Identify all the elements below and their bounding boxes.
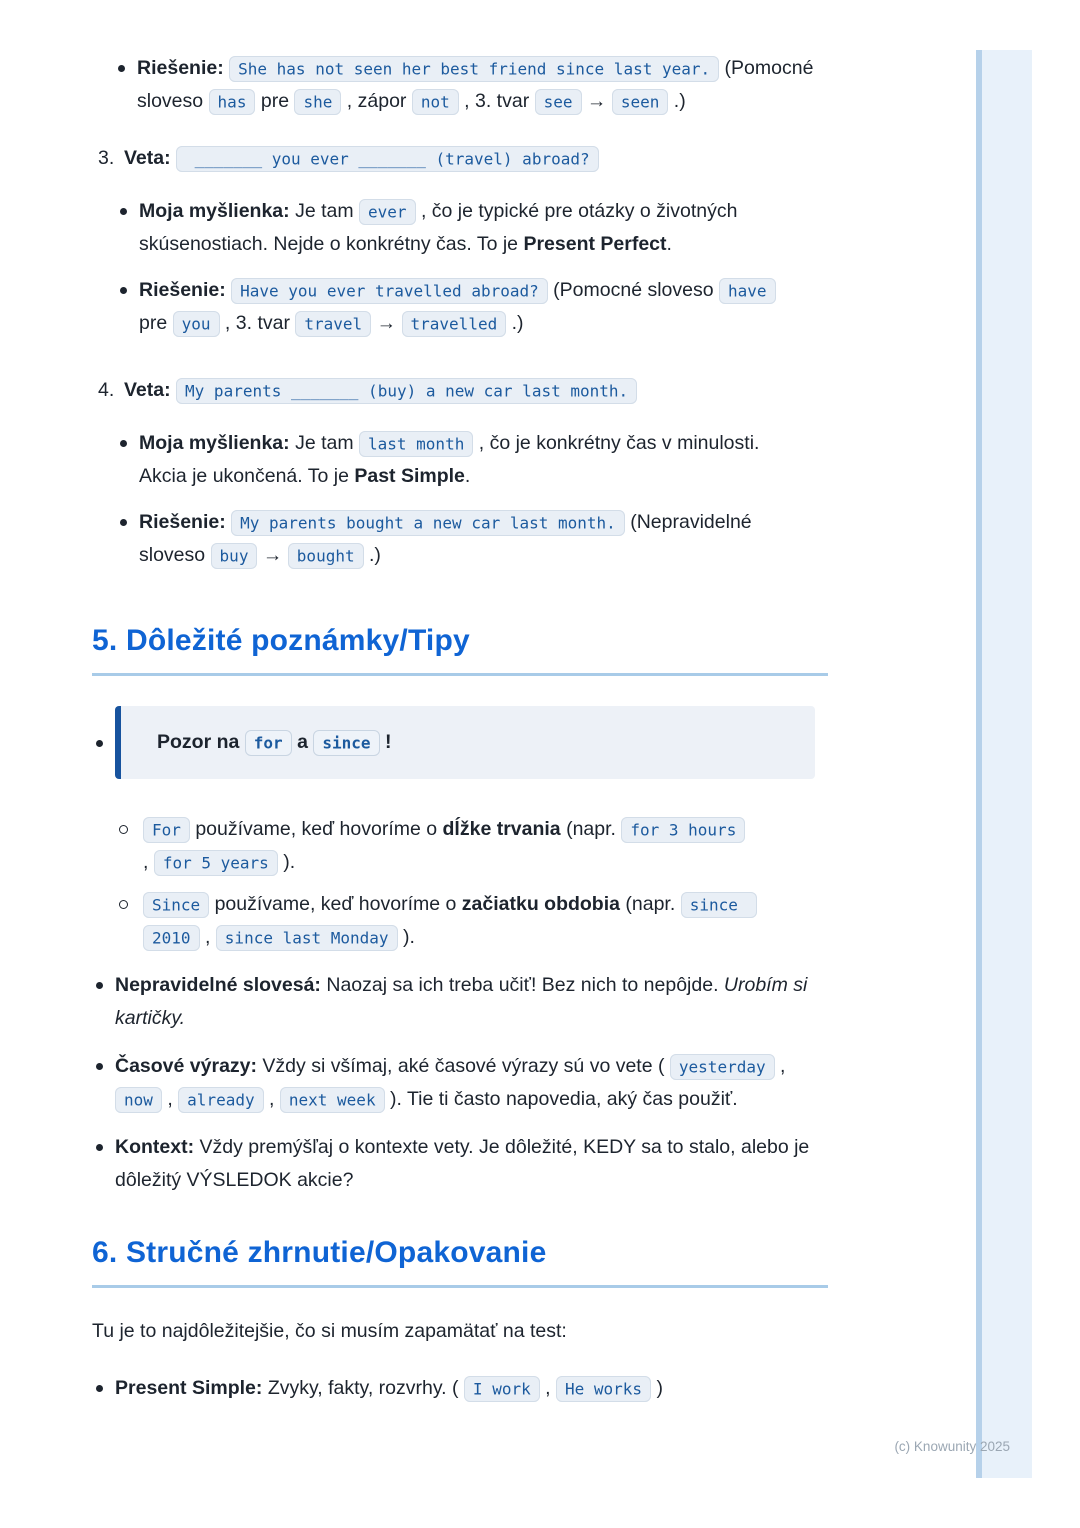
inline-code-chip: see <box>535 89 582 115</box>
inline-code-chip: for <box>245 730 292 756</box>
heading-rule-5 <box>92 673 828 676</box>
bold-text: Present Perfect <box>523 233 667 255</box>
text-run: , <box>161 1088 179 1110</box>
list-item-irregular-verbs <box>115 969 815 1035</box>
item-4-sentence <box>124 374 828 407</box>
list-item-solution-2 <box>137 52 828 118</box>
text-run: → <box>371 312 402 334</box>
inline-code-chip: have <box>719 278 776 304</box>
text-run: , <box>774 1055 786 1077</box>
bold-text: Pozor na <box>157 731 245 753</box>
inline-code-chip: She has not seen her best friend since last year. <box>229 56 719 82</box>
text-run: , 3. tvar <box>219 312 296 334</box>
list-item-solution <box>139 506 784 572</box>
summary-intro: Tu je to najdôležitejšie, čo si musím zapamätať na test: <box>92 1320 567 1342</box>
list-item-time-expressions <box>115 1050 815 1116</box>
numbered-item-3 <box>92 142 828 353</box>
text-run: .) <box>506 312 524 334</box>
item-4-body <box>124 374 828 585</box>
text-run: ). <box>397 926 415 948</box>
bold-text: začiatku obdobia <box>461 893 620 915</box>
bold-text: Riešenie: <box>139 279 232 301</box>
time-expressions-text <box>115 1050 815 1116</box>
copyright-footer: (c) Knowunity 2025 <box>894 1439 1010 1454</box>
inline-code-chip: My parents bought a new car last month. <box>231 510 625 536</box>
inline-code-chip: travelled <box>402 311 507 337</box>
numbered-item-4 <box>92 374 828 585</box>
bold-text: Nepravidelné slovesá: <box>115 974 327 996</box>
irregular-verbs-text <box>115 969 815 1035</box>
inline-code-chip: My parents _______ (buy) a new car last month. <box>176 378 637 404</box>
list-item-for <box>143 813 755 879</box>
item-4-number: 4. <box>98 379 115 401</box>
solution-bullet-list <box>92 52 828 118</box>
inline-code-chip: Have you ever travelled abroad? <box>231 278 548 304</box>
text-run: ) <box>651 1377 663 1399</box>
section-heading-5: 5. Dôležité poznámky/Tipy <box>92 624 470 657</box>
text-run: používame, keď hovoríme o <box>209 893 462 915</box>
item-3-sentence <box>124 142 828 175</box>
text-run: , zápor <box>341 90 412 112</box>
text-run: . <box>666 233 672 255</box>
bold-text: ! <box>379 731 392 753</box>
list-item-solution <box>139 274 784 340</box>
text-run: používame, keď hovoríme o <box>189 818 443 840</box>
text-run: , <box>143 851 154 873</box>
context-text <box>115 1131 815 1197</box>
bold-text: Časové výrazy: <box>115 1055 263 1077</box>
inline-code-chip: next week <box>280 1087 385 1113</box>
bold-text: Present Simple: <box>115 1377 268 1399</box>
text-run: Je tam <box>295 200 359 222</box>
item-3-thought <box>139 195 784 261</box>
text-run: Je tam <box>295 432 359 454</box>
list-item-context <box>115 1131 815 1197</box>
text-run: Zvyky, fakty, rozvrhy. ( <box>267 1377 464 1399</box>
for-rule-text <box>143 813 755 879</box>
section-heading-6: 6. Stručné zhrnutie/Opakovanie <box>92 1236 547 1269</box>
scrollbar-thumb[interactable] <box>976 50 982 1478</box>
item-3-number: 3. <box>98 147 115 169</box>
inline-code-chip: Since <box>143 892 209 918</box>
inline-code-chip: not <box>412 89 459 115</box>
inline-code-chip: For <box>143 817 190 843</box>
text-run: (Nepravidelné sloveso <box>139 511 752 566</box>
inline-code-chip: since last Monday <box>216 925 398 951</box>
list-item-thought <box>139 195 784 261</box>
text-run: . <box>464 465 471 487</box>
inline-code-chip: travel <box>295 311 371 337</box>
inline-code-chip: _______ you ever _______ (travel) abroad? <box>176 146 599 172</box>
text-run: pre <box>139 312 173 334</box>
bold-text: Past Simple <box>354 465 465 487</box>
inline-code-chip: ever <box>359 199 416 225</box>
inline-code-chip: now <box>115 1087 162 1113</box>
text-run: (Pomocné sloveso <box>137 57 814 112</box>
bold-text: dĺžke trvania <box>442 818 561 840</box>
inline-code-chip: for 3 hours <box>621 817 745 843</box>
item-4-thought <box>139 427 784 493</box>
item-4-solution <box>139 506 784 572</box>
text-run: , čo je konkrétny čas v minulosti. Akcia je ukončená. To je <box>139 432 760 487</box>
bold-text: a <box>291 731 314 753</box>
inline-code-chip: already <box>178 1087 263 1113</box>
text-run: .) <box>363 544 381 566</box>
text-run: → <box>257 544 288 566</box>
text-run: (napr. <box>619 893 681 915</box>
callout-text <box>157 726 791 759</box>
inline-code-chip: yesterday <box>670 1054 775 1080</box>
text-run: pre <box>255 90 295 112</box>
since-rule-text <box>143 888 755 954</box>
inline-code-chip: you <box>173 311 220 337</box>
inline-code-chip: she <box>294 89 341 115</box>
inline-code-chip: bought <box>288 543 364 569</box>
heading-rule-6 <box>92 1285 828 1288</box>
present-simple-text <box>115 1372 815 1405</box>
bold-text: Veta: <box>124 379 177 401</box>
section-5-list <box>92 706 828 1197</box>
document-content <box>92 52 828 1420</box>
inline-code-chip: He works <box>556 1376 651 1402</box>
item-3-bullets <box>124 195 828 340</box>
bold-text: Veta: <box>124 147 177 169</box>
inline-code-chip: I work <box>464 1376 540 1402</box>
italic-text: Urobím si kartičky. <box>115 974 808 1029</box>
bold-text: Moja myšlienka: <box>139 432 296 454</box>
list-item-since <box>143 888 755 954</box>
inline-code-chip: since 2010 <box>143 892 757 951</box>
callout-box <box>115 706 815 779</box>
inline-code-chip: seen <box>612 89 669 115</box>
text-run: (napr. <box>560 818 622 840</box>
bold-text: Riešenie: <box>137 57 230 79</box>
text-run: .) <box>668 90 686 112</box>
solution-2-text <box>137 52 828 118</box>
bold-text: Riešenie: <box>139 511 232 533</box>
text-run: ). <box>277 851 296 873</box>
inline-code-chip: has <box>209 89 256 115</box>
text-run: , <box>263 1088 280 1110</box>
text-run: Vždy si všímaj, aké časové výrazy sú vo vete ( <box>262 1055 670 1077</box>
list-item-callout <box>115 706 815 954</box>
callout-sublist <box>115 813 815 954</box>
section-6-list <box>92 1372 828 1405</box>
inline-code-chip: last month <box>359 431 473 457</box>
text-run: (Pomocné sloveso <box>547 279 719 301</box>
text-run: Naozaj sa ich treba učiť! Bez nich to nepôjde. <box>326 974 724 996</box>
item-4-bullets <box>124 427 828 572</box>
inline-code-chip: since <box>313 730 379 756</box>
inline-code-chip: buy <box>211 543 258 569</box>
text-run: , <box>539 1377 556 1399</box>
item-3-body <box>124 142 828 353</box>
list-item-thought <box>139 427 784 493</box>
bold-text: Moja myšlienka: <box>139 200 296 222</box>
bold-text: Kontext: <box>115 1136 200 1158</box>
item-3-solution <box>139 274 784 340</box>
scrollbar-track[interactable] <box>976 50 1032 1478</box>
text-run: , <box>199 926 216 948</box>
list-item-present-simple <box>115 1372 815 1405</box>
text-run: Vždy premýšľaj o kontexte vety. Je dôležité, KEDY sa to stalo, alebo je dôležitý VÝSLEDOK akcie? <box>115 1136 810 1191</box>
text-run: , 3. tvar <box>458 90 535 112</box>
text-run: , čo je typické pre otázky o životných skúsenostiach. Nejde o konkrétny čas. To je <box>139 200 738 255</box>
text-run: ). Tie ti často napovedia, aký čas použiť. <box>384 1088 738 1110</box>
inline-code-chip: for 5 years <box>154 850 278 876</box>
text-run: → <box>581 90 612 112</box>
